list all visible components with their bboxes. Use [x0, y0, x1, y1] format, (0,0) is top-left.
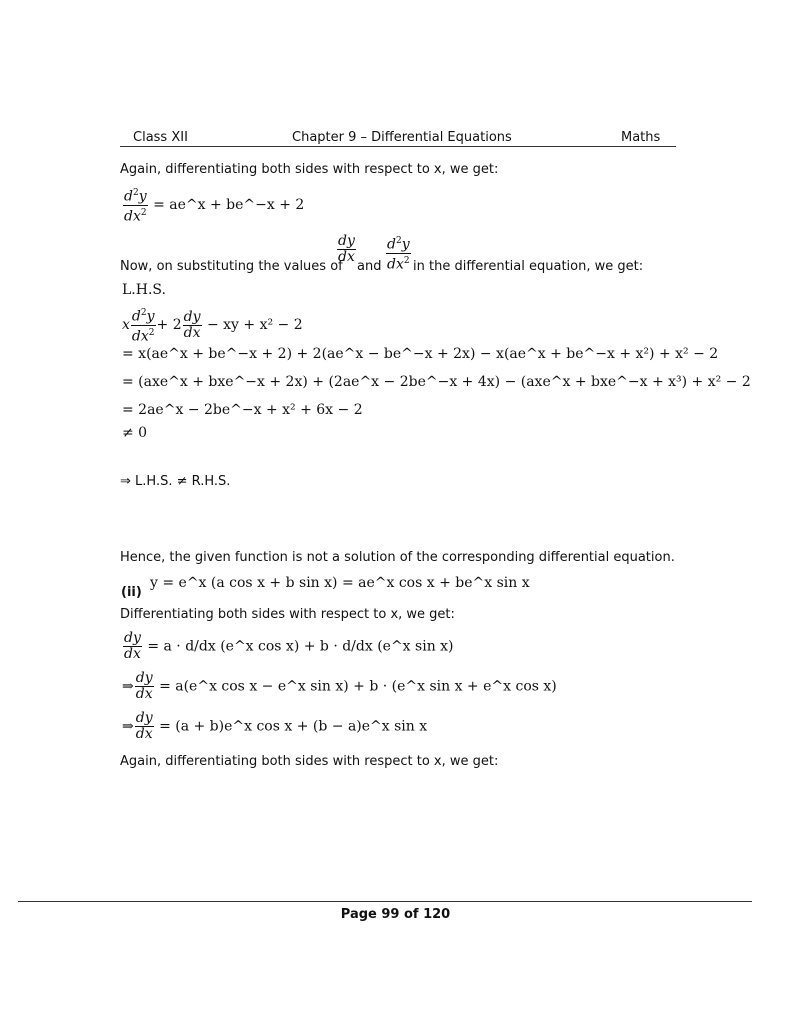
footer-rule: [18, 901, 752, 902]
header-class: Class XII: [133, 130, 188, 145]
equation-line-5: ≠ 0: [122, 425, 148, 441]
equation-line-3: = (axe^x + bxe^−x + 2x) + (2ae^x − 2be^−x + 4x) − (axe^x + bxe^−x + x³) + x² − 2: [122, 374, 751, 390]
conclusion-lhs-not-rhs: ⇒ L.H.S. ≠ R.H.S.: [120, 474, 231, 489]
inline-d2y-dx2: $\frac{d^2y}{dx^2}$: [387, 236, 410, 273]
derivative-line-1: $\frac{dy}{dx}$ = a · d/dx (e^x cos x) + b · d/dx (e^x sin x): [124, 630, 454, 662]
header-subject: Maths: [621, 130, 661, 145]
paragraph-substitute-and: and: [357, 259, 382, 274]
d2-rhs: = a(e^x cos x − e^x sin x) + b · (e^x sin x + e^x cos x): [159, 678, 557, 695]
derivative-line-3: ⇒ $\frac{dy}{dx}$ = (a + b)e^x cos x + (b − a)e^x sin x: [122, 710, 428, 742]
header-chapter: Chapter 9 – Differential Equations: [292, 130, 512, 145]
derivative-line-2: ⇒ $\frac{dy}{dx}$ = a(e^x cos x − e^x sin x) + b · (e^x sin x + e^x cos x): [122, 670, 557, 702]
paragraph-differentiate-again: Again, differentiating both sides with respect to x, we get:: [120, 162, 499, 177]
equation-line-4: = 2ae^x − 2be^−x + x² + 6x − 2: [122, 402, 363, 418]
eq1-rhs: = ae^x + be^−x + 2: [153, 197, 305, 214]
part-ii-equation: y = e^x (a cos x + b sin x) = ae^x cos x + be^x sin x: [150, 575, 530, 591]
eq-lhs-rest: − xy + x² − 2: [206, 317, 303, 334]
lhs-label: L.H.S.: [122, 282, 166, 298]
header-rule: [120, 146, 676, 147]
paragraph-differentiate: Differentiating both sides with respect to x, we get:: [120, 607, 455, 622]
equation-second-derivative: $\frac{d^2y}{dx^2}$ = ae^x + be^−x + 2: [124, 188, 305, 225]
d1-rhs: = a · d/dx (e^x cos x) + b · d/dx (e^x sin x): [147, 638, 454, 655]
paragraph-substitute-tail: in the differential equation, we get:: [413, 259, 644, 274]
d3-rhs: = (a + b)e^x cos x + (b − a)e^x sin x: [159, 718, 428, 735]
equation-line-2: = x(ae^x + be^−x + 2) + 2(ae^x − be^−x + 2x) − x(ae^x + be^−x + x²) + x² − 2: [122, 346, 719, 362]
paragraph-substitute-lead: Now, on substituting the values of: [120, 259, 343, 274]
part-ii-label: (ii): [121, 585, 142, 600]
inline-dy-dx: $\frac{dy}{dx}$: [338, 233, 355, 265]
paragraph-hence: Hence, the given function is not a solution of the corresponding differential equation.: [120, 550, 675, 565]
page-number: Page 99 of 120: [340, 907, 451, 922]
equation-lhs-expression: x $\frac{d^2y}{dx^2}$ + 2 $\frac{dy}{dx}$ − xy + x² − 2: [122, 308, 303, 345]
paragraph-differentiate-again-2: Again, differentiating both sides with respect to x, we get:: [120, 754, 499, 769]
